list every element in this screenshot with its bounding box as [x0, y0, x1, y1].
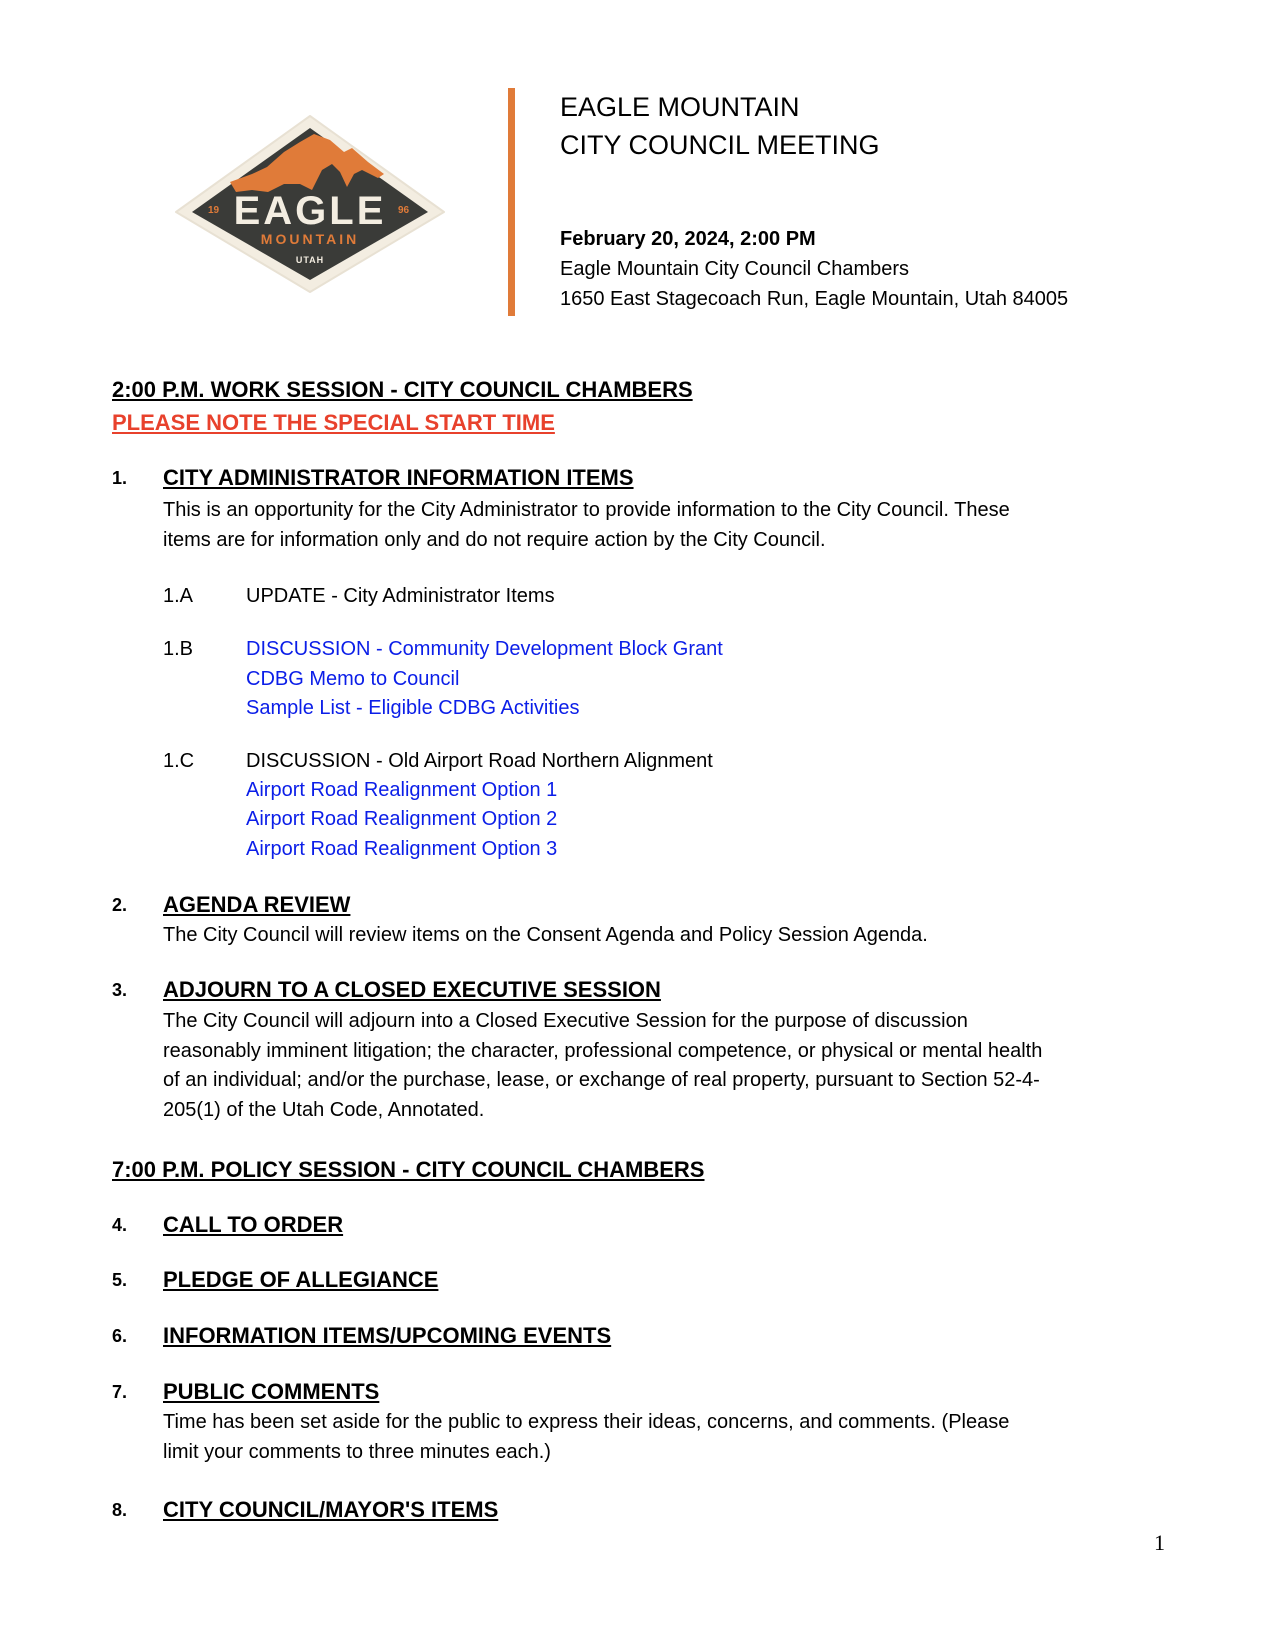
subitem-label: 1.A	[163, 585, 194, 607]
link-airport-option-2[interactable]: Airport Road Realignment Option 2	[246, 808, 558, 830]
item-description	[163, 496, 1153, 555]
link-cdbg-memo[interactable]: CDBG Memo to Council	[246, 668, 460, 690]
eagle-mountain-logo	[172, 112, 448, 296]
description-line: The City Council will review items on the Consent Agenda and Policy Session Agenda.	[163, 924, 928, 946]
item-heading-pledge: PLEDGE OF ALLEGIANCE	[163, 1267, 439, 1292]
svg-text:EAGLE: EAGLE	[233, 189, 387, 233]
link-cdbg-discussion[interactable]: DISCUSSION - Community Development Block Grant	[246, 638, 723, 660]
item-heading-call-to-order: CALL TO ORDER	[163, 1212, 344, 1237]
item-number: 1.	[112, 468, 128, 488]
header-divider	[508, 88, 515, 316]
description-line: This is an opportunity for the City Administrator to provide information to the City Council. These	[163, 499, 1010, 521]
item-heading-public-comments: PUBLIC COMMENTS	[163, 1379, 380, 1404]
link-airport-option-1[interactable]: Airport Road Realignment Option 1	[246, 779, 558, 801]
item-heading-council-mayor-items: CITY COUNCIL/MAYOR'S ITEMS	[163, 1497, 499, 1522]
description-line: of an individual; and/or the purchase, lease, or exchange of real property, pursuant to Section 52-4-	[163, 1069, 1040, 1092]
item-number: 7.	[112, 1382, 128, 1402]
policy-session-heading: 7:00 P.M. POLICY SESSION - CITY COUNCIL CHAMBERS	[112, 1157, 705, 1182]
subitem-airport-road-discussion: DISCUSSION - Old Airport Road Northern Alignment	[246, 750, 713, 772]
meeting-location: Eagle Mountain City Council Chambers	[560, 258, 910, 280]
description-line: reasonably imminent litigation; the character, professional competence, or physical or mental health	[163, 1039, 1043, 1062]
description-line: Time has been set aside for the public to express their ideas, concerns, and comments. (Please	[163, 1411, 1010, 1433]
meeting-address: 1650 East Stagecoach Run, Eagle Mountain, Utah 84005	[560, 288, 1069, 310]
meeting-date: February 20, 2024, 2:00 PM	[560, 228, 816, 250]
svg-text:UTAH: UTAH	[295, 255, 325, 265]
subitem-label: 1.C	[163, 750, 195, 772]
meeting-title: CITY COUNCIL MEETING	[560, 130, 880, 160]
svg-text:MOUNTAIN: MOUNTAIN	[260, 231, 360, 247]
description-line: items are for information only and do not require action by the City Council.	[163, 528, 826, 551]
item-number: 8.	[112, 1500, 128, 1520]
special-start-time-note: PLEASE NOTE THE SPECIAL START TIME	[112, 410, 555, 435]
item-description	[163, 921, 1153, 951]
svg-text:96: 96	[398, 205, 410, 216]
item-description	[163, 1408, 1153, 1467]
subitem-label: 1.B	[163, 638, 194, 660]
item-number: 4.	[112, 1215, 128, 1235]
subitem-update-city-administrator: UPDATE - City Administrator Items	[246, 585, 555, 607]
item-heading-city-administrator: CITY ADMINISTRATOR INFORMATION ITEMS	[163, 465, 634, 490]
item-description	[163, 1007, 1153, 1126]
description-line: 205(1) of the Utah Code, Annotated.	[163, 1099, 485, 1122]
item-number: 3.	[112, 980, 128, 1000]
item-number: 5.	[112, 1270, 128, 1290]
description-line: limit your comments to three minutes each.)	[163, 1440, 551, 1463]
item-heading-agenda-review: AGENDA REVIEW	[163, 892, 351, 917]
link-airport-option-3[interactable]: Airport Road Realignment Option 3	[246, 838, 558, 860]
description-line: The City Council will adjourn into a Closed Executive Session for the purpose of discussion	[163, 1010, 968, 1032]
item-heading-closed-session: ADJOURN TO A CLOSED EXECUTIVE SESSION	[163, 977, 661, 1002]
work-session-heading: 2:00 P.M. WORK SESSION - CITY COUNCIL CHAMBERS	[112, 377, 693, 402]
link-cdbg-sample-list[interactable]: Sample List - Eligible CDBG Activities	[246, 697, 580, 719]
org-title: EAGLE MOUNTAIN	[560, 92, 800, 122]
item-heading-information-items: INFORMATION ITEMS/UPCOMING EVENTS	[163, 1323, 612, 1348]
svg-text:19: 19	[208, 205, 220, 216]
item-number: 2.	[112, 895, 128, 915]
item-number: 6.	[112, 1326, 128, 1346]
page-number: 1	[1154, 1530, 1165, 1555]
